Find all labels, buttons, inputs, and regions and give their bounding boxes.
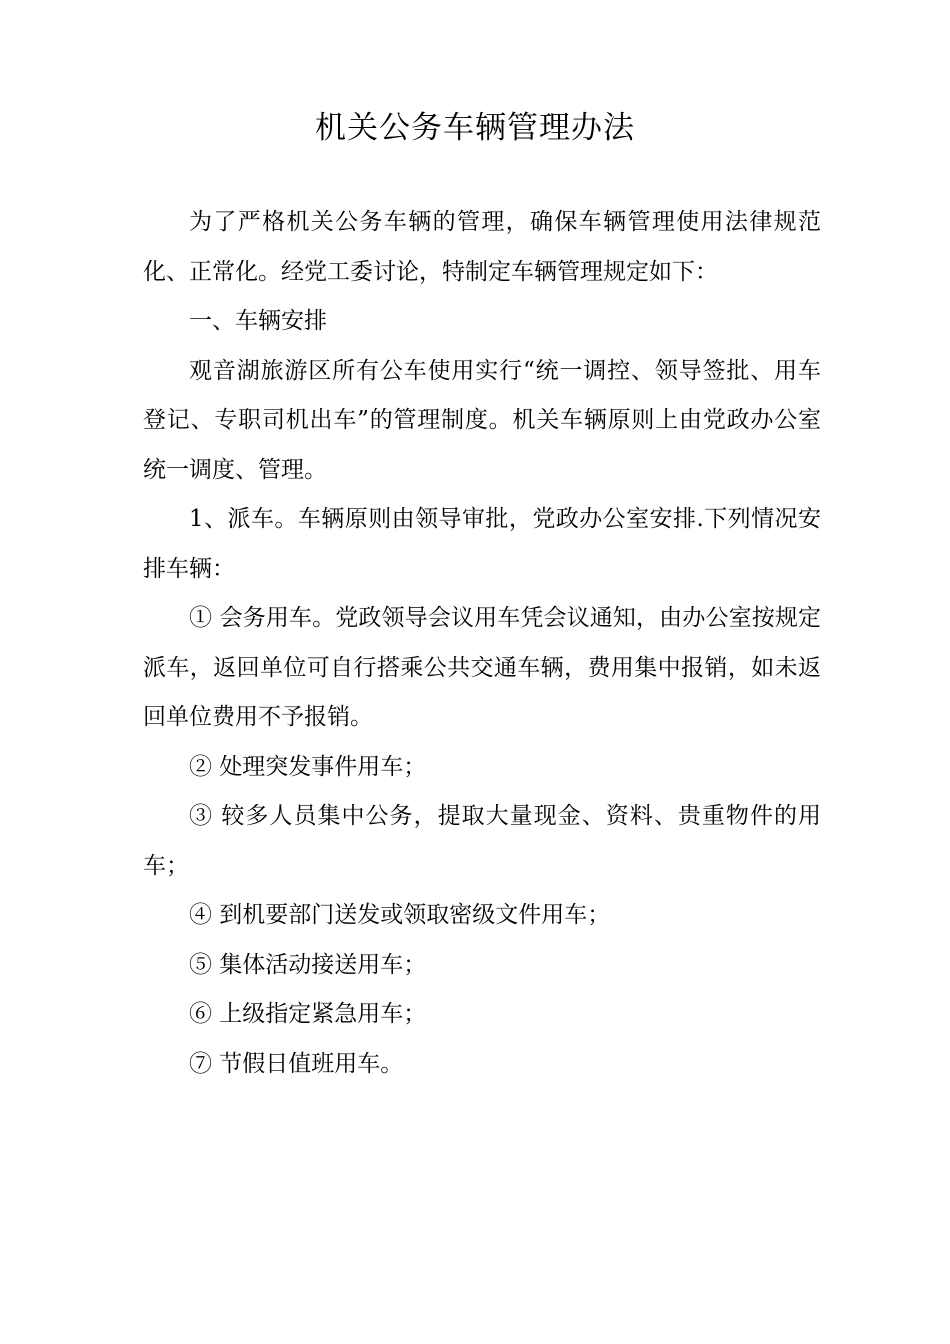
list-item-confidential-documents-use: ④ 到机要部门送发或领取密级文件用车；	[189, 902, 611, 928]
list-item-emergency-use: ② 处理突发事件用车；	[189, 753, 427, 780]
section-heading-vehicle-arrangement: 一、车辆安排	[189, 308, 327, 334]
list-item-group-activity-use: ⑤ 集体活动接送用车；	[189, 951, 427, 978]
list-item-urgent-superior-use: ⑥ 上级指定紧急用车；	[189, 1001, 427, 1027]
paragraph-intro: 为了严格机关公务车辆的管理，确保车辆管理使用法律规范化、正常化。经党工委讨论，特制定车辆管理规定如下：	[143, 209, 821, 285]
list-item-group-business-use: ③ 较多人员集中公务，提取大量现金、资料、贵重物件的用车；	[143, 803, 821, 879]
document-body	[143, 198, 821, 1089]
document-title: 机关公务车辆管理办法	[315, 110, 635, 146]
paragraph-dispatch: 1、派车。车辆原则由领导审批，党政办公室安排.下列情况安排车辆：	[143, 506, 821, 582]
list-item-holiday-duty-use: ⑦ 节假日值班用车。	[189, 1050, 404, 1077]
list-item-meeting-use: ① 会务用车。党政领导会议用车凭会议通知，由办公室按规定派车，返回单位可自行搭乘公共交通车辆，费用集中报销，如未返回单位费用不予报销。	[143, 605, 821, 730]
paragraph-management-system: 观音湖旅游区所有公车使用实行“统一调控、领导签批、用车登记、专职司机出车”的管理制度。机关车辆原则上由党政办公室统一调度、管理。	[143, 357, 821, 483]
